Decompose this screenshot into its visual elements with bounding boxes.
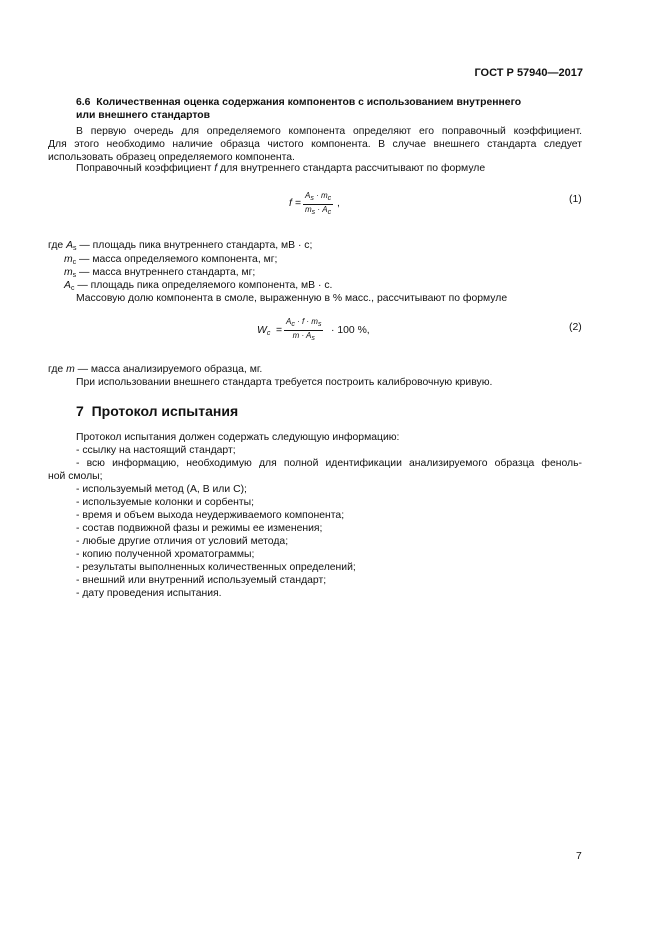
page-number: 7 [576,851,582,862]
list-item: - копию полученной хроматограммы; [76,549,255,560]
paragraph-mass-fraction: Массовую долю компонента в смоле, выраженную в % масс., рассчитывают по формуле [76,293,508,304]
formula-1-number: (1) [569,194,582,205]
list-item: - состав подвижной фазы и режимы ее изменения; [76,523,323,534]
paragraph-external-standard: При использовании внешнего стандарта требуется построить калибровочную кривую. [76,377,493,388]
section-title-line1: Количественная оценка содержания компонентов с использованием внутреннего [96,97,522,108]
list-item: - используемые колонки и сорбенты; [76,497,254,508]
list-item: ной смолы; [48,471,103,482]
formula-2-number: (2) [569,322,582,333]
section-title-line2: или внешнего стандартов [76,110,211,121]
list-item: - всю информацию, необходимую для полной идентификации анализируемого образца феноль- [76,458,582,469]
formula-1-fraction: As · mc ms · Ac [305,191,332,216]
list-item: - ссылку на настоящий стандарт; [76,445,236,456]
where-As: где $A_s$ — площадь пика внутреннего стандарта, мВ · с; [48,240,313,252]
where-Ac: $A_c$ — площадь пика определяемого компонента, мВ · с. [64,280,333,292]
formula-2-fraction: Ac · f · ms m · As [286,317,322,342]
paragraph-line: использовать образец определяемого компонента. [48,152,295,163]
paragraph-correction-factor: Поправочный коэффициент f для внутреннего стандарта рассчитывают по формуле [76,163,486,174]
list-item: - любые другие отличия от условий метода; [76,536,289,547]
paragraph-line: Для этого необходимо наличие образца чистого компонента. В случае внешнего стандарта следует [48,139,582,150]
list-item: - внешний или внутренний используемый стандарт; [76,575,327,586]
section-6-6-title [76,96,521,109]
list-item: - результаты выполненных количественных определений; [76,562,356,573]
section-7-title: 7 Протокол испытания [76,403,239,419]
list-item: - используемый метод (A, B или C); [76,484,247,495]
list-item: - время и объем выхода неудерживаемого компонента; [76,510,345,521]
paragraph-line: В первую очередь для определяемого компонента определяют его поправочный коэффициент. [76,126,582,137]
where-mc: $m_c$ — масса определяемого компонента, мг; [64,254,278,266]
list-item: - дату проведения испытания. [76,588,222,599]
section-number: 6.6 [76,97,91,108]
where-m: где m — масса анализируемого образца, мг. [48,364,263,375]
section-7-intro: Протокол испытания должен содержать следующую информацию: [76,432,400,443]
document-code: ГОСТ Р 57940—2017 [474,67,583,79]
where-ms: $m_s$ — масса внутреннего стандарта, мг; [64,267,256,279]
